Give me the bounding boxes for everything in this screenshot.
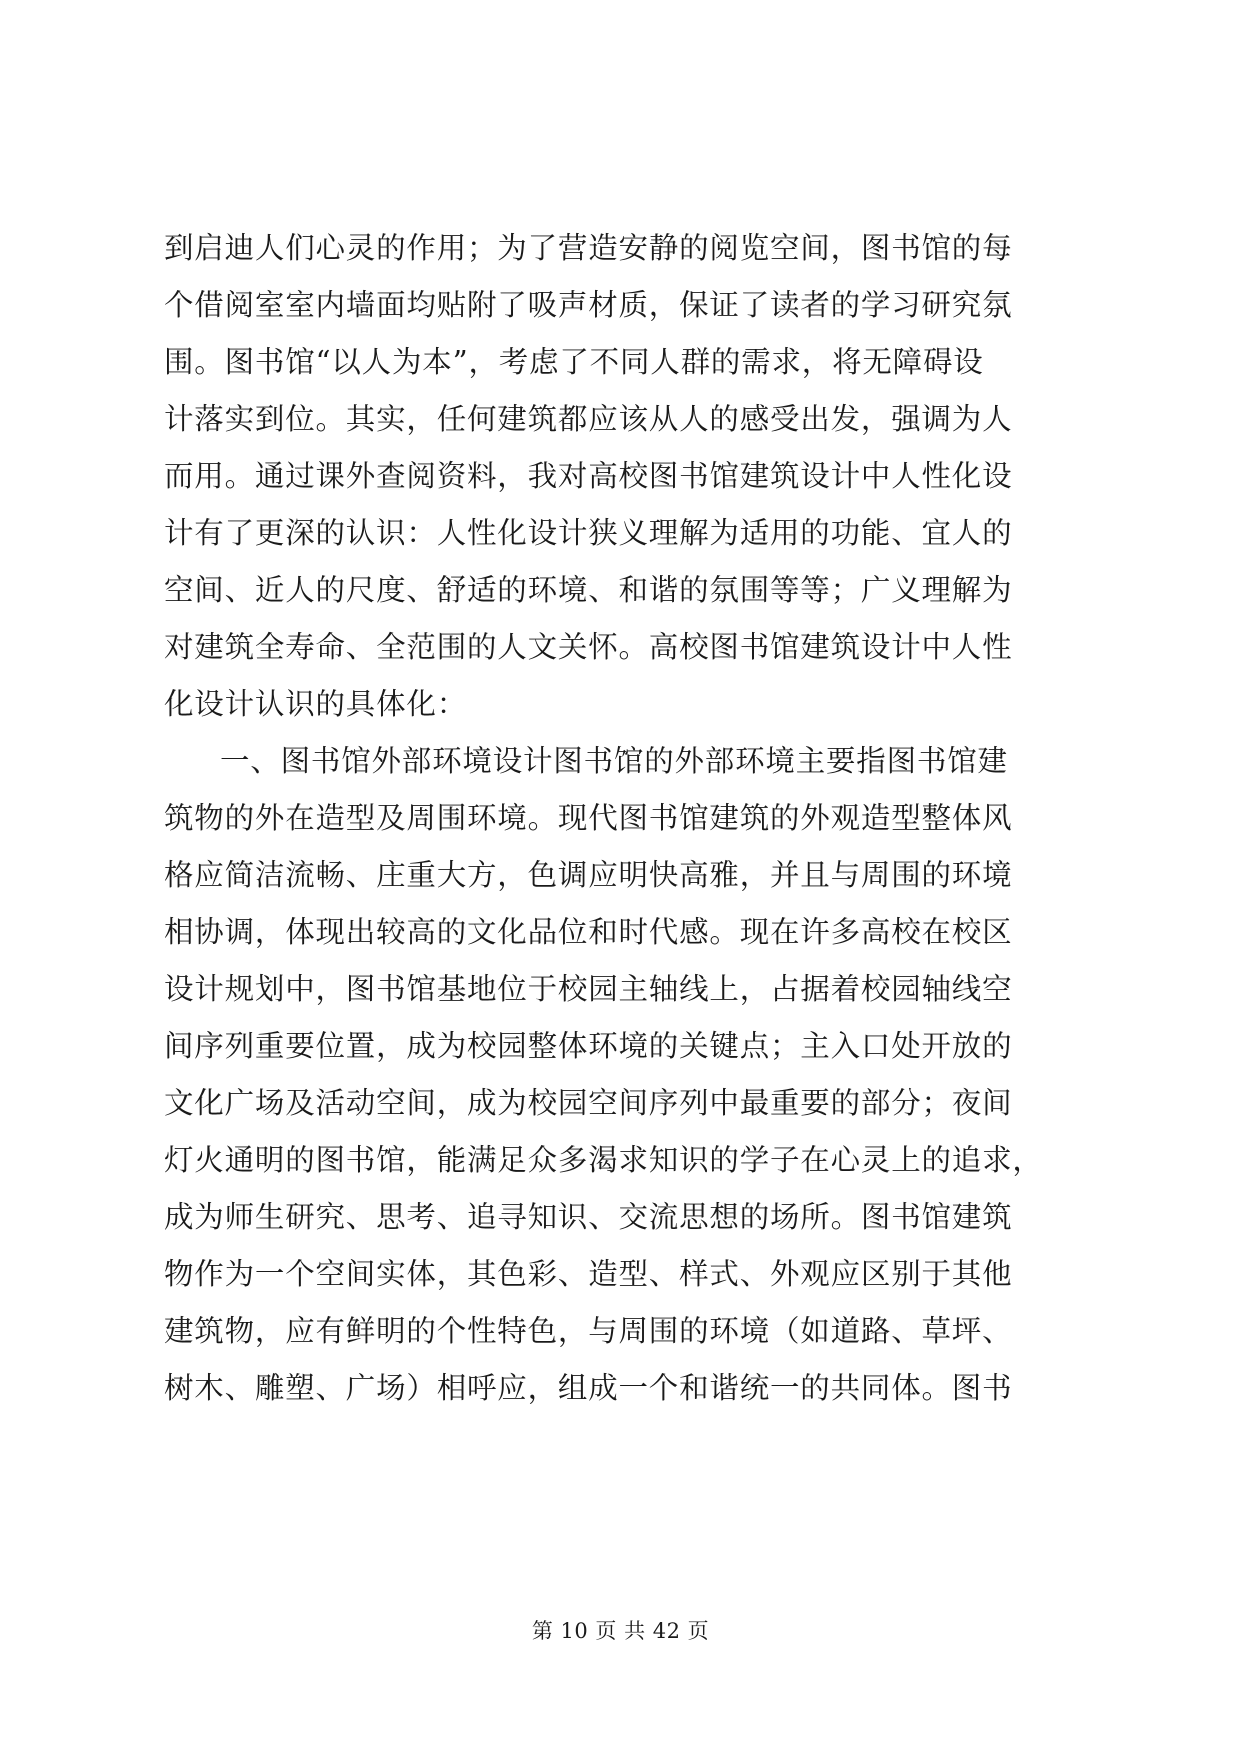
paragraph-first-line: 一、图书馆外部环境设计图书馆的外部环境主要指图书馆建 <box>220 744 1008 778</box>
text-line: 计有了更深的认识：人性化设计狭义理解为适用的功能、宜人的 <box>164 516 1013 550</box>
text-line: 成为师生研究、思考、追寻知识、交流思想的场所。图书馆建筑 <box>164 1200 1013 1234</box>
text-line: 而用。通过课外查阅资料，我对高校图书馆建筑设计中人性化设 <box>164 459 1013 493</box>
text-line: 文化广场及活动空间，成为校园空间序列中最重要的部分；夜间 <box>164 1086 1013 1120</box>
text-line: 筑物的外在造型及周围环境。现代图书馆建筑的外观造型整体风 <box>164 801 1013 835</box>
text-line: 物作为一个空间实体，其色彩、造型、样式、外观应区别于其他 <box>164 1257 1013 1291</box>
text-line: 格应简洁流畅、庄重大方，色调应明快高雅，并且与周围的环境 <box>164 858 1013 892</box>
text-line: 化设计认识的具体化： <box>164 687 468 721</box>
text-line: 间序列重要位置，成为校园整体环境的关键点；主入口处开放的 <box>164 1029 1013 1063</box>
text-line: 建筑物，应有鲜明的个性特色，与周围的环境（如道路、草坪、 <box>164 1314 1013 1348</box>
text-line: 对建筑全寿命、全范围的人文关怀。高校图书馆建筑设计中人性 <box>164 630 1013 664</box>
text-line: 设计规划中，图书馆基地位于校园主轴线上，占据着校园轴线空 <box>164 972 1013 1006</box>
page-number-footer: 第 10 页 共 42 页 <box>531 1619 710 1643</box>
text-line: 围。图书馆“以人为本”，考虑了不同人群的需求，将无障碍设 <box>164 345 984 379</box>
text-line: 到启迪人们心灵的作用；为了营造安静的阅览空间，图书馆的每 <box>164 231 1013 265</box>
text-line: 相协调，体现出较高的文化品位和时代感。现在许多高校在校区 <box>164 915 1013 949</box>
text-line: 树木、雕塑、广场）相呼应，组成一个和谐统一的共同体。图书 <box>164 1371 1013 1405</box>
text-line: 个借阅室室内墙面均贴附了吸声材质，保证了读者的学习研究氛 <box>164 288 1013 322</box>
text-line: 灯火通明的图书馆，能满足众多渴求知识的学子在心灵上的追求， <box>164 1143 1043 1177</box>
text-line: 计落实到位。其实，任何建筑都应该从人的感受出发，强调为人 <box>164 402 1013 436</box>
text-line: 空间、近人的尺度、舒适的环境、和谐的氛围等等；广义理解为 <box>164 573 1013 607</box>
